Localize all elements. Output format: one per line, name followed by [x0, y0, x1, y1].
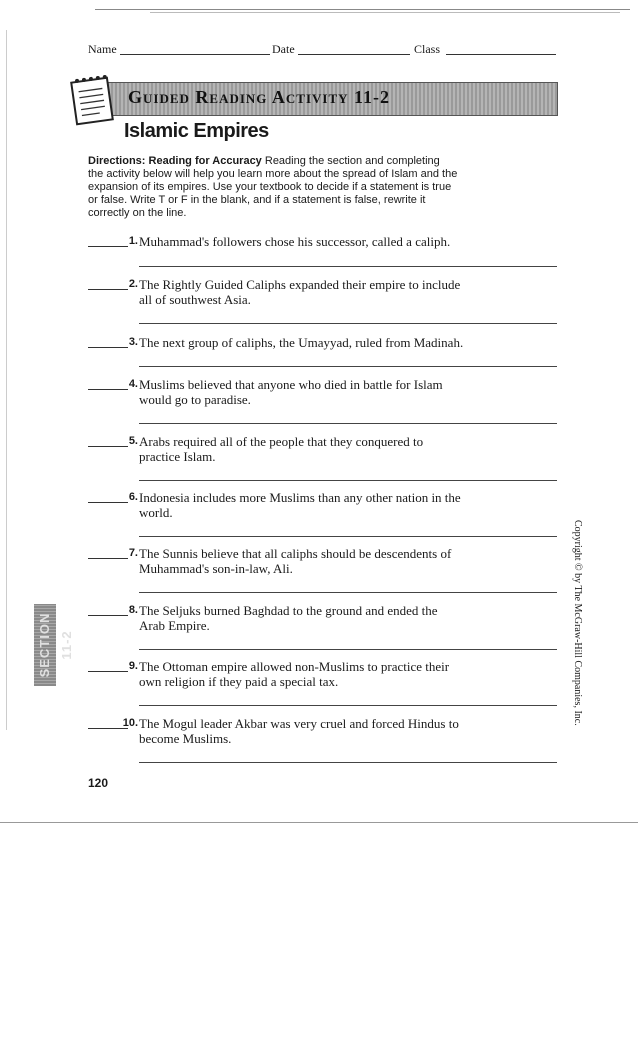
- answer-line[interactable]: [139, 705, 557, 706]
- question-text: The Mogul leader Akbar was very cruel and forced Hindus to become Muslims.: [139, 716, 459, 746]
- question-text: The Ottoman empire allowed non-Muslims to practice their own religion if they paid a special tax.: [139, 659, 450, 689]
- answer-blank[interactable]: [88, 558, 128, 559]
- scan-edge-top: [95, 9, 630, 10]
- question-text: The Sunnis believe that all caliphs should be descendents of Muhammad's son-in-law, Ali.: [139, 546, 452, 576]
- name-field[interactable]: [120, 54, 270, 55]
- question-number: 7.: [128, 547, 138, 559]
- activity-banner: [68, 74, 558, 126]
- question-number: 6.: [128, 491, 138, 503]
- directions: [88, 155, 458, 220]
- question-number: 9.: [128, 660, 138, 672]
- copyright-notice: Copyright © by The McGraw-Hill Companies, Inc.: [572, 520, 583, 726]
- directions-heading: Directions: Reading for Accuracy: [88, 155, 262, 167]
- answer-blank[interactable]: [88, 671, 128, 672]
- question-text: Muhammad's followers chose his successor, called a caliph.: [139, 234, 451, 249]
- directions-text: Reading the section and completing the activity below will help you learn more about the spread of Islam and the expansion of its empires. Use your textbook to decide if a statement is true or false. Write T or F in the blank, and if a statement is false, rewrite it correctly on the line.: [88, 155, 458, 219]
- question-number: 2.: [128, 278, 138, 290]
- question-text: The Seljuks burned Baghdad to the ground and ended the Arab Empire.: [139, 603, 438, 633]
- answer-blank[interactable]: [88, 502, 128, 503]
- class-field[interactable]: [446, 54, 556, 55]
- notebook-icon: [68, 74, 120, 126]
- answer-line[interactable]: [139, 649, 557, 650]
- date-label: Date: [272, 42, 295, 56]
- question-number: 4.: [128, 378, 138, 390]
- scan-edge-bottom: [0, 822, 638, 823]
- question-number: 3.: [128, 336, 138, 348]
- answer-blank[interactable]: [88, 446, 128, 447]
- answer-line[interactable]: [139, 266, 557, 267]
- question-text: Arabs required all of the people that they conquered to practice Islam.: [139, 434, 424, 464]
- answer-line[interactable]: [139, 323, 557, 324]
- answer-blank[interactable]: [88, 347, 128, 348]
- answer-line[interactable]: [139, 592, 557, 593]
- answer-line[interactable]: [139, 366, 557, 367]
- answer-line[interactable]: [139, 762, 557, 763]
- answer-blank[interactable]: [88, 246, 128, 247]
- question-number: 5.: [128, 435, 138, 447]
- date-field[interactable]: [298, 54, 410, 55]
- section-tab-label: SECTION 11-2: [37, 612, 74, 678]
- worksheet-title: Islamic Empires: [124, 120, 269, 142]
- scan-edge-top-2: [150, 12, 620, 13]
- class-label: Class: [414, 42, 441, 56]
- question-number: 10.: [122, 717, 138, 729]
- answer-blank[interactable]: [88, 389, 128, 390]
- answer-line[interactable]: [139, 480, 557, 481]
- name-label: Name: [88, 42, 117, 56]
- page-number: 120: [88, 776, 109, 790]
- question-text: Muslims believed that anyone who died in battle for Islam would go to paradise.: [139, 377, 443, 407]
- banner-title: Guided Reading Activity 11-2: [128, 87, 391, 107]
- question-text: The Rightly Guided Caliphs expanded their empire to include all of southwest Asia.: [139, 277, 461, 307]
- scan-edge-left: [6, 30, 7, 730]
- question-text: Indonesia includes more Muslims than any other nation in the world.: [139, 490, 461, 520]
- answer-blank[interactable]: [88, 289, 128, 290]
- answer-line[interactable]: [139, 536, 557, 537]
- question-number: 8.: [128, 604, 138, 616]
- answer-blank[interactable]: [88, 615, 128, 616]
- question-number: 1.: [128, 235, 138, 247]
- question-text: The next group of caliphs, the Umayyad, ruled from Madinah.: [139, 335, 464, 350]
- answer-line[interactable]: [139, 423, 557, 424]
